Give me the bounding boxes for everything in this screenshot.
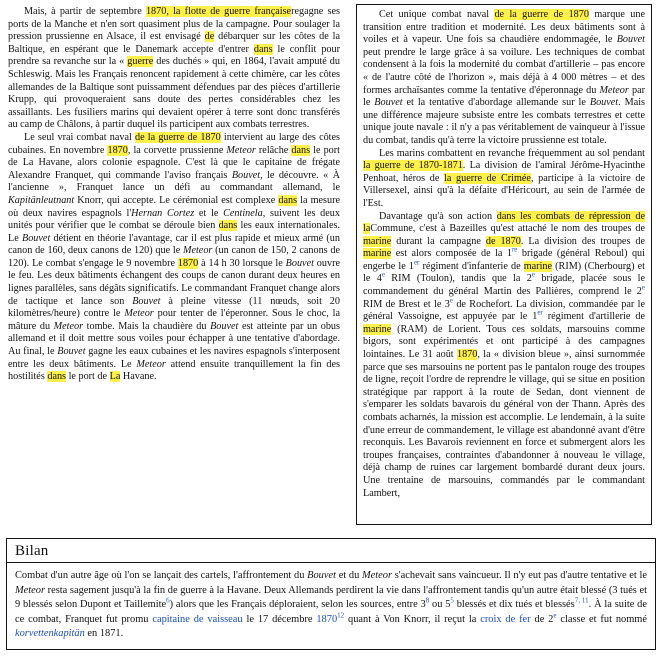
paragraph: Mais, à partir de septembre 1870, la flotte de guerre françaiseregagne ses ports de la Manche et n'en sort quasiment plus de la campagne. Pour soulager la pression prussienne en Alsace, il est envisagé de débarquer sur les côtes de la Baltique, en espérant que le Danemark accepte d'entrer dans le conflit pour prendre sa revanche sur la « guerre des duchés » qui, en 1864, l'avait amputé du Schleswig. Mais les Français renoncent rapidement à cette chimère, car les côtes allemandes de la Baltique sont puissamment défendues par des pièces d'artillerie Krupp, qui provoqueraient sans doute des pertes considérables chez les assaillants. Les fusiliers marins qui devaient opérer à terre sont donc transférés au camp de Châlons, à partir duquel ils participent aux combats terrestres. — [8, 6, 340, 131]
bilan-panel — [6, 538, 656, 650]
paragraph: Davantage qu'à son action dans les combats de répression de laCommune, c'est à Bazeilles qu'est attaché le nom des troupes de marine durant la campagne de 1870. La division des troupes de marine est alors composée de la 1re brigade (général Reboul) qui engerbe le 1er régiment d'infanterie de marine (RIM) (Cherbourg) et le 4e RIM (Toulon), tandis que la 2e brigade, placée sous le commandement du général Martin des Pallières, comprend le 2e RIM de Brest et le 3e de Rochefort. La division, commandée par le général Vassoigne, est appuyée par le 1er régiment d'artillerie de marine (RAM) de Lorient. Tous ces soldats, marsouins comme bigors, sont expérimentés et ont participé à des campagnes lointaines. Le 31 août 1870, la « division bleue », ainsi surnommée parce que ses marsouins ne portent pas le pantalon rouge des troupes de ligne, reçoit l'ordre de reprendre le village, qui se situe en position stratégique par rapport à la route de Sedan, dont viennent de s'emparer les soldats bavarois du général von der Thann. Après des combats acharnés, la mission est accomplie. Le lendemain, à la suite d'une erreur de commandement, le village est abandonné avant d'être reconquis. Les Bavarois reviennent en force et submergent alors les troupes françaises, contraintes d'abandonner à nouveau le village, déjà champ de ruines car largement bombardé durant deux jours. Une trentaine de marsouins, commandés par le commandant Lambert, — [363, 210, 646, 499]
right-text-column-boxed — [356, 4, 652, 525]
left-text-column — [6, 4, 346, 525]
divider — [7, 562, 655, 563]
bilan-title: Bilan — [15, 543, 49, 559]
two-column-body — [6, 4, 656, 525]
paragraph: Les marins combattent en revanche fréquemment au sol pendant la guerre de 1870-1871. La division de l'amiral Jérôme-Hyacinthe Penhoat, héros de la guerre de Crimée, participe à la victoire de Villersexel, ainsi qu'à la défaite d'Héricourt, au sein de l'armée de l'Est. — [363, 147, 645, 209]
paragraph: Cet unique combat naval de la guerre de 1870 marque une transition entre tradition et modernité. Les deux bâtiments sont à voiles et à vapeur. Une fois sa chaudière endommagée, le Bouvet peut prendre le large grâce à sa voilure. Les techniques de combat condensent à la fois la modernité du combat d'artillerie – pas encore « de l'autre côté de l'horizon », mais déjà à 4 000 mètres – et des formes archaïsantes comme la tentative d'éperonnage du Meteor par le Bouvet et la tentative d'abordage allemande sur le Bouvet. Mais une différence majeure subsiste entre les combats terrestres et cette unique joute navale : il n'y a pas véritablement de vainqueur à l'issue du combat, tandis qu'à terre la victoire prussienne est totale. — [363, 9, 646, 146]
bilan-body: Combat d'un autre âge où l'on se lançait des cartels, l'affrontement du Bouvet et du Meteor s'achevait sans vaincueur. Il n'y eut pas d'autre tentative et le Meteor resta sagement jusqu'à la fin de guerre à la Havane. Deux Allemands perdirent la vie dans l'affrontement tandis qu'un autre était blessé (3 tués et 9 blessés selon Dupont et Taillemite$^6$) alors que les Français déploraient, selon les sources, entre 3$^8$ ou 5$^5$ blessés et dix tués et blessés$^{7, 11}$. À la suite de ce combat, Franquet fut promu capitaine de vaisseau le 17 décembre 1870$^{12}$ quant à Von Knorr, il reçut la croix de fer de 2e classe et fut nommé korvettenkapitän en 1871. — [15, 570, 647, 640]
paragraph: Le seul vrai combat naval de la guerre de 1870 intervient au large des côtes cubaines. En novembre 1870, la corvette prussienne Meteor relâche dans le port de La Havane, alors colonie espagnole. C'est là que le capitaine de frégate Alexandre Franquet, qui commande l'aviso français Bouvet, le découvre. « À l'ancienne », Franquet lance un défi au commandant allemand, le Kapitänleutnant Knorr, qui accepte. Le cérémonial est complexe dans la mesure où deux navires espagnols l'Hernan Cortez et le Centinela, suivent les deux unités pour vérifier que le combat se déroule bien dans les eaux internationales. Le Bouvet détient en théorie l'avantage, car il est plus rapide et mieux armé (un canon de 160, deux canons de 120) que le Meteor (un canon de 150, 2 canons de 120). Le combat s'engage le 9 novembre 1870 à 14 h 30 lorsque le Bouvet ouvre le feu. Les deux bâtiments échangent des coups de canon durant deux heures en lignes parallèles, sans dégâts significatifs. Le commandant Franquet change alors de tactique et lance son Bouvet à pleine vitesse (11 nœuds, soit 20 kilomètres/heure) contre le Meteor pour tenter de l'éperonner. Sous le choc, la mâture du Meteor tombe. Mais la chaudière du Bouvet est atteinte par un obus allemand et il doit mettre sous voiles pour échapper à une tentative d'abordage. Au final, le Bouvet gagne les eaux cubaines et les navires espagnols s'interposent entre les deux bâtiments. Le Meteor attend ensuite tranquillement la fin des hostilités dans le port de La Havane. — [8, 131, 341, 383]
